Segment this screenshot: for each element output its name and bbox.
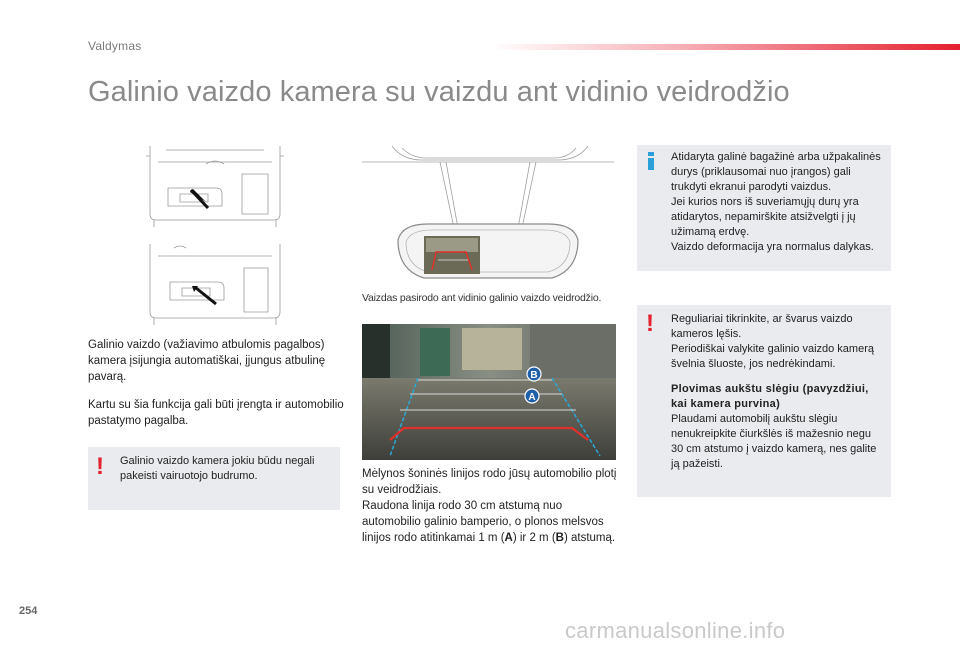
figure-caption: Vaizdas pasirodo ant vidinio galinio vaizdo veidrodžio. (362, 292, 602, 304)
van-rear-illustration-top (146, 144, 284, 228)
red-line-text: Raudona linija rodo 30 cm atstumą nuo automobilio galinio bamperio, o plonos melsvos linijos rodo atitinkamai 1 m ( (362, 500, 604, 544)
guideline-description: Mėlynos šoninės linijos rodo jūsų automobilio plotį su veidrodžiais. Raudona linija rodo 30 cm atstumą nuo automobilio galinio bamperio, o plonos melsvos linijos rodo atitinkamai 1 m (A) ir 2 m (B) atstumą. (362, 468, 617, 544)
section-label: Valdymas (88, 39, 142, 53)
warning-icon: ! (646, 310, 654, 337)
parking-assist-paragraph: Kartu su šia funkcija gali būti įrengta ir automobilio pastatymo pagalba. (88, 399, 344, 427)
pressure-wash-heading: Plovimas aukštu slėgiu (pavyzdžiui, kai kamera purvina) (671, 383, 869, 410)
intro-paragraph: Galinio vaizdo (važiavimo atbulomis pagalbos) kamera įsijungia automatiškai, įjungus atbulinę pavarą. (88, 339, 326, 383)
header-rule (490, 44, 960, 50)
cleaning-warning-box (637, 305, 891, 497)
rear-view-mirror-illustration (362, 144, 614, 288)
van-rear-illustration-bottom (146, 242, 284, 326)
info-note-box (637, 145, 891, 271)
ref-a: A (504, 532, 513, 544)
marker-b: B (530, 370, 538, 381)
cleaning-warning-text: Reguliariai tikrinkite, ar švarus vaizdo kameros lęšis. Periodiškai valykite galinio vaizdo kamerą švelnia šluoste, jos nedrėkindami. Plovimas aukštu slėgiu (pavyzdžiui, kai kamera purvina) Plaudami automobilį aukštu slėgiu nenukreipkite čiurkšlės iš mažesnio negu 30 cm atstumo į vaizdo kamerą, nes galite ją pažeisti. (671, 312, 885, 472)
marker-a: A (528, 392, 536, 403)
warning-icon: ! (96, 453, 104, 480)
page-number: 254 (19, 605, 38, 617)
camera-view-image (362, 324, 616, 460)
blue-lines-text: Mėlynos šoninės linijos rodo jūsų automobilio plotį su veidrodžiais. (362, 468, 617, 496)
vigilance-warning-text: Galinio vaizdo kamera jokiu būdu negali pakeisti vairuotojo budrumo. (120, 455, 315, 482)
page-title: Galinio vaizdo kamera su vaizdu ant vidinio veidrodžio (88, 76, 790, 108)
vigilance-warning-box (88, 447, 340, 510)
ref-b: B (555, 532, 564, 544)
info-icon (648, 152, 654, 170)
watermark: carmanualsonline.info (565, 618, 786, 643)
info-note-text: Atidaryta galinė bagažinė arba užpakalinės durys (priklausomai nuo įrangos) gali trukdyti ekranui parodyti vaizdus. Jei kurios nors iš suveriamųjų durų yra atidarytos, nepamirškite atsižvelgti į jų užimamą erdvę. Vaizdo deformacija yra normalus dalykas. (671, 151, 881, 253)
